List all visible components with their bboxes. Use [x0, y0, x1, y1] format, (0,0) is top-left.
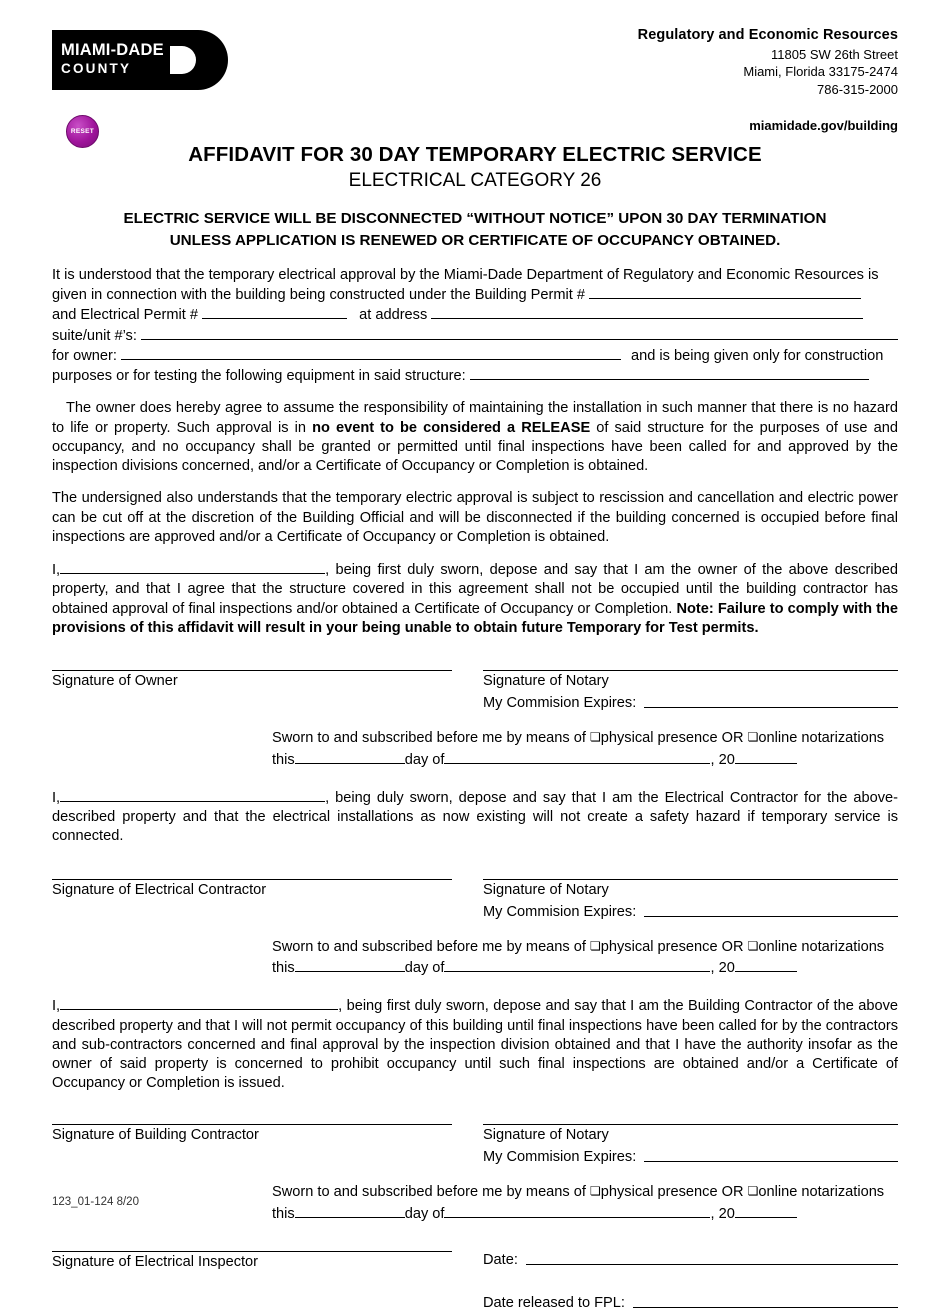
- intro-text-1: It is understood that the temporary electrical approval by the Miami-Dade Department of Regulatory and Economic Resources is: [52, 266, 879, 283]
- owner-day-of-label: day of: [404, 751, 445, 768]
- electrical-affidavit-paragraph: [52, 788, 898, 847]
- owner-duty-text-2: of said structure for the purposes of use and occupancy, and no occupancy shall be granted or permitted until final inspections have been called for and approved by the inspection divisions concerned, and/or a Certificate of Occupancy or Completion is obtained.: [52, 419, 898, 475]
- building-physical-label: physical presence OR: [600, 1183, 744, 1200]
- owner-label: for owner:: [52, 347, 117, 364]
- logo-line-1: MIAMI-DADE: [61, 41, 164, 60]
- owner-note: and is being given only for construction: [631, 347, 884, 364]
- phone-number: 786-315-2000: [817, 81, 898, 97]
- building-physical-checkbox[interactable]: ❏: [590, 1183, 601, 1198]
- electrical-sworn-block: [52, 937, 898, 981]
- building-notary-label: Signature of Notary: [483, 1126, 609, 1143]
- owner-i-prefix: I,: [52, 562, 61, 579]
- building-commission-expires-label: My Commision Expires:: [483, 1148, 637, 1165]
- building-signature-label: Signature of Building Contractor: [52, 1126, 259, 1143]
- electrical-i-prefix: I,: [52, 789, 61, 806]
- owner-notary-block: [483, 670, 898, 711]
- owner-commission-expires-row: [483, 694, 898, 711]
- address-label: at address: [359, 307, 428, 324]
- logo-block: [52, 22, 242, 135]
- address-line-1: 11805 SW 26th Street: [771, 46, 898, 62]
- owner-notary-label: Signature of Notary: [483, 673, 609, 690]
- intro-line-6: [52, 366, 898, 386]
- fpl-date-label: Date released to FPL:: [483, 1295, 625, 1311]
- logo-d-mark: [164, 30, 228, 90]
- building-sworn-line-1: [272, 1182, 898, 1204]
- electrical-signature-section: [52, 879, 898, 981]
- owner-input[interactable]: [121, 346, 621, 360]
- reset-button[interactable]: RESET: [66, 115, 99, 148]
- building-year-input[interactable]: [735, 1204, 797, 1218]
- inspector-date-block: [483, 1251, 898, 1311]
- intro-line-5: [52, 346, 898, 366]
- owner-commission-expires-label: My Commision Expires:: [483, 695, 637, 712]
- intro-block: [52, 266, 898, 387]
- owner-duty-emphasis: no event to be considered a RELEASE: [312, 419, 591, 436]
- fpl-date-row: [483, 1294, 898, 1311]
- intro-line-2: [52, 285, 898, 305]
- address-line-2: Miami, Florida 33175-2474: [743, 64, 898, 80]
- building-year-label: , 20: [710, 1205, 735, 1222]
- building-this-label: this: [272, 1205, 295, 1222]
- electrical-day-input[interactable]: [295, 958, 405, 972]
- owner-sworn-text: Sworn to and subscribed before me by means of: [272, 730, 586, 747]
- owner-year-input[interactable]: [735, 750, 797, 764]
- owner-physical-checkbox[interactable]: ❏: [590, 730, 601, 745]
- owner-commission-expires-input[interactable]: [644, 694, 898, 708]
- page-subtitle: ELECTRICAL CATEGORY 26: [348, 169, 602, 191]
- intro-line-4: [52, 326, 898, 346]
- building-sworn-line-2: [272, 1204, 898, 1226]
- owner-signature-block: [52, 670, 452, 711]
- building-i-prefix: I,: [52, 998, 61, 1015]
- owner-sworn-line-1: [272, 728, 898, 750]
- inspector-signature-block: [52, 1251, 452, 1311]
- form-code: 123_01-124 8/20: [52, 1196, 139, 1208]
- logo-line-2: COUNTY: [61, 60, 132, 76]
- owner-online-checkbox[interactable]: ❏: [747, 730, 759, 745]
- building-day-input[interactable]: [295, 1204, 405, 1218]
- building-sworn-block: [52, 1182, 898, 1226]
- electrical-online-checkbox[interactable]: ❏: [747, 938, 759, 953]
- owner-signature-label: Signature of Owner: [52, 673, 178, 690]
- miami-dade-logo: [52, 30, 180, 90]
- inspector-date-input[interactable]: [526, 1251, 898, 1265]
- electrical-signature-row: [52, 879, 898, 920]
- page-title: AFFIDAVIT FOR 30 DAY TEMPORARY ELECTRIC SERVICE: [188, 142, 762, 166]
- electrical-online-label: online notarizations: [758, 938, 885, 955]
- inspector-date-row: [483, 1251, 898, 1268]
- suite-unit-input[interactable]: [141, 326, 898, 340]
- electrical-commission-expires-row: [483, 903, 898, 920]
- address-input[interactable]: [431, 305, 863, 319]
- inspector-section: [52, 1251, 898, 1311]
- electrical-signature-label: Signature of Electrical Contractor: [52, 881, 267, 898]
- building-permit-label: given in connection with the building being constructed under the Building Permit #: [52, 287, 586, 304]
- electrical-physical-checkbox[interactable]: ❏: [590, 938, 601, 953]
- building-affidavit-paragraph: [52, 996, 898, 1093]
- owner-online-label: online notarizations: [758, 730, 885, 747]
- owner-this-label: this: [272, 751, 295, 768]
- rescission-paragraph: The undersigned also understands that the temporary electric approval is subject to rescission and cancellation and electric power can be cut off at the discretion of the Building Official and will be disconnected if the building concerned is occupied before final inspections are approved and/or a Certificate of Occupancy or Completion is obtained.: [52, 490, 898, 545]
- electrical-permit-input[interactable]: [202, 305, 347, 319]
- building-signature-section: [52, 1124, 898, 1226]
- department-name: Regulatory and Economic Resources: [637, 27, 898, 43]
- electrical-signature-block: [52, 879, 452, 920]
- page-header: [52, 22, 898, 135]
- owner-name-input[interactable]: [60, 560, 325, 574]
- owner-affidavit-note: Note: Failure to comply with the provisions of this affidavit will result in your being unable to obtain future Temporary for Test permits.: [52, 600, 899, 636]
- electrical-affidavit-text: , being duly sworn, depose and say that I am the Electrical Contractor for the above-described property and that the electrical installations as now existing will not create a safety hazard if temporary service is connected.: [52, 789, 898, 845]
- owner-year-label: , 20: [710, 751, 735, 768]
- electrical-commission-expires-input[interactable]: [644, 903, 898, 917]
- intro-line-1: [52, 266, 898, 285]
- electrical-commission-expires-label: My Commision Expires:: [483, 903, 637, 920]
- building-online-label: online notarizations: [758, 1183, 885, 1200]
- building-signature-block: [52, 1124, 452, 1165]
- inspector-signature-label: Signature of Electrical Inspector: [52, 1254, 259, 1271]
- electrical-year-label: , 20: [710, 960, 735, 977]
- building-commission-expires-row: [483, 1148, 898, 1165]
- owner-sworn-block: [52, 728, 898, 772]
- building-online-checkbox[interactable]: ❏: [747, 1183, 759, 1198]
- building-name-input[interactable]: [60, 996, 338, 1010]
- owner-affidavit-text: , being first duly sworn, depose and say that I am the owner of the above described property, and that I agree that the structure covered in this agreement shall not be occupied until the building contractor has obtained approval of final inspections and/or obtained a Certificate of Occupancy or Completion.: [52, 562, 898, 617]
- owner-day-input[interactable]: [295, 750, 405, 764]
- owner-duty-paragraph: [52, 399, 898, 476]
- building-sworn-text: Sworn to and subscribed before me by means of: [272, 1183, 586, 1200]
- owner-signature-section: [52, 670, 898, 772]
- electrical-sworn-line-1: [272, 937, 898, 959]
- electrical-sworn-text: Sworn to and subscribed before me by means of: [272, 938, 586, 955]
- building-notary-block: [483, 1124, 898, 1165]
- owner-sworn-line-2: [272, 750, 898, 772]
- owner-affidavit-paragraph: [52, 560, 898, 638]
- fpl-date-input[interactable]: [633, 1294, 898, 1308]
- equipment-label: purposes or for testing the following equipment in said structure:: [52, 368, 466, 385]
- website-link[interactable]: miamidade.gov/building: [749, 118, 898, 134]
- warning-line-2: UNLESS APPLICATION IS RENEWED OR CERTIFICATE OF OCCUPANCY OBTAINED.: [169, 231, 781, 249]
- suite-unit-label: suite/unit #’s:: [52, 327, 137, 344]
- owner-duty-text-1: The owner does hereby agree to assume the responsibility of maintaining the installation in such manner that there is no hazard to life or property. Such approval is in: [52, 400, 898, 436]
- electrical-permit-label: and Electrical Permit #: [52, 307, 198, 324]
- electrical-notary-label: Signature of Notary: [483, 881, 609, 898]
- building-signature-row: [52, 1124, 898, 1165]
- electrical-year-input[interactable]: [735, 958, 797, 972]
- building-day-of-label: day of: [404, 1205, 445, 1222]
- warning-notice: [52, 208, 898, 252]
- owner-signature-row: [52, 670, 898, 711]
- electrical-sworn-line-2: [272, 958, 898, 980]
- warning-line-1: ELECTRIC SERVICE WILL BE DISCONNECTED “WITHOUT NOTICE” UPON 30 DAY TERMINATION: [123, 209, 827, 227]
- owner-month-input[interactable]: [444, 750, 710, 764]
- building-permit-input[interactable]: [589, 285, 861, 299]
- owner-physical-label: physical presence OR: [600, 730, 744, 747]
- electrical-day-of-label: day of: [404, 960, 445, 977]
- building-commission-expires-input[interactable]: [644, 1148, 898, 1162]
- building-affidavit-text: , being first duly sworn, depose and say that I am the Building Contractor of the above described property and that I will not permit occupancy of this building until final inspections have been called for by the contractors and sub-contractors concerned and final approval by the inspection division obtained and that I have the authority insofar as the owner of said property is concerned to prohibit occupancy until such final inspections are obtained and/or a Certificate of Occupancy or Completion is issued.: [52, 998, 898, 1092]
- electrical-this-label: this: [272, 960, 295, 977]
- inspector-date-label: Date:: [483, 1252, 518, 1269]
- building-month-input[interactable]: [444, 1204, 710, 1218]
- equipment-input[interactable]: [470, 366, 869, 380]
- electrical-physical-label: physical presence OR: [600, 938, 744, 955]
- electrical-month-input[interactable]: [444, 958, 710, 972]
- agency-contact-block: [638, 22, 898, 135]
- inspector-row: [52, 1251, 898, 1311]
- intro-line-3: [52, 305, 898, 325]
- electrical-notary-block: [483, 879, 898, 920]
- electrical-name-input[interactable]: [60, 788, 325, 802]
